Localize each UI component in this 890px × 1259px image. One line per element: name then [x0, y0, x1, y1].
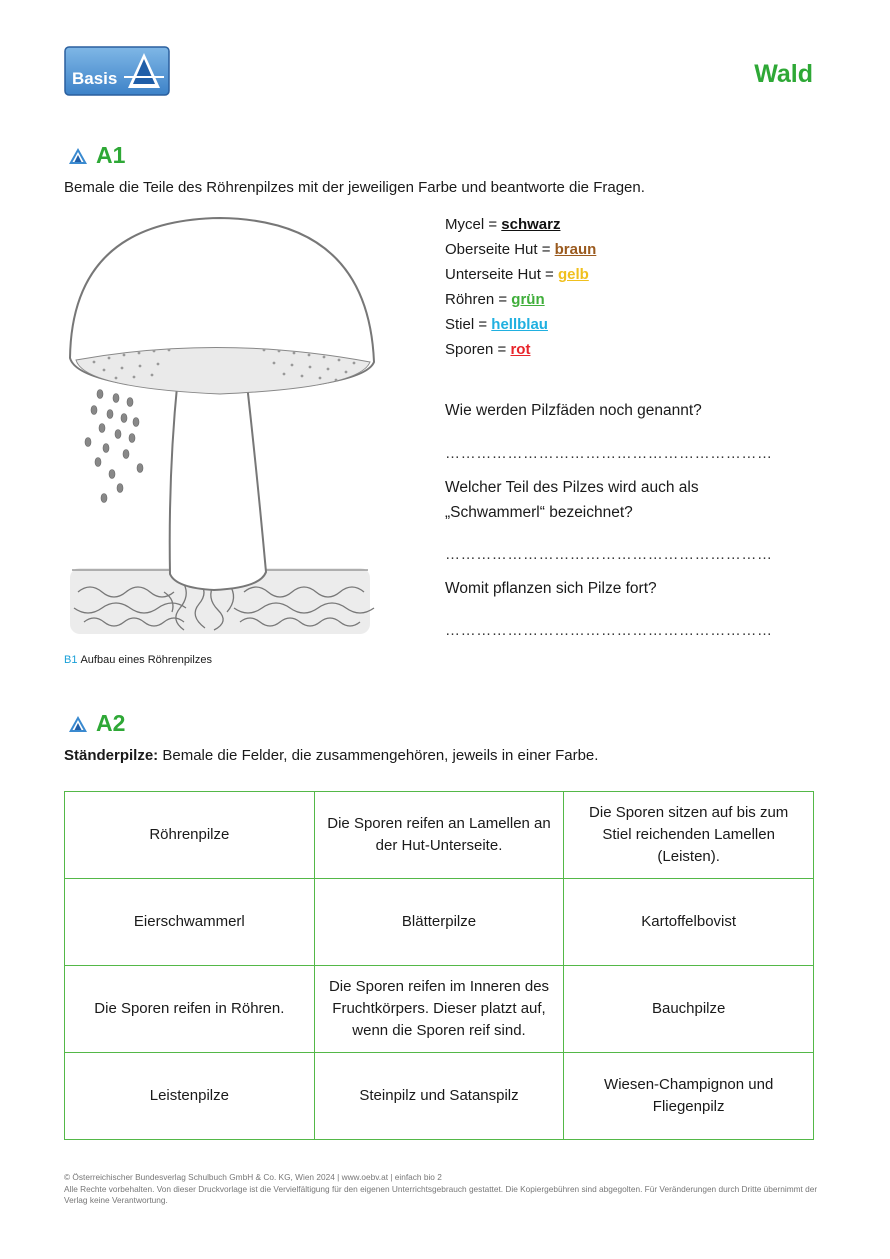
table-cell[interactable]: Leistenpilze — [65, 1053, 315, 1140]
table-cell[interactable]: Die Sporen sitzen auf bis zum Stiel reichenden Lamellen (Leisten). — [564, 792, 814, 879]
table-cell[interactable]: Die Sporen reifen in Röhren. — [65, 966, 315, 1053]
table-cell[interactable]: Eierschwammerl — [65, 879, 315, 966]
answer-line-3[interactable]: ……………………………………………………… — [445, 622, 773, 639]
color-item-sporen: Sporen = rot — [445, 341, 531, 358]
color-item-hut-oberseite: Oberseite Hut = braun — [445, 241, 597, 258]
answer-line-1[interactable]: ……………………………………………………… — [445, 445, 773, 462]
color-word-gruen: grün — [511, 291, 545, 308]
table-row — [65, 792, 814, 879]
table-cell[interactable]: Blätterpilze — [314, 879, 564, 966]
figure-caption-text: Aufbau eines Röhrenpilzes — [80, 654, 212, 666]
color-word-hellblau: hellblau — [491, 316, 548, 333]
task-a1-instruction: Bemale die Teile des Röhrenpilzes mit der jeweiligen Farbe und beantworte die Fragen. — [64, 179, 645, 196]
table-cell[interactable]: Bauchpilze — [564, 966, 814, 1053]
table-row — [65, 1053, 814, 1140]
color-item-stiel: Stiel = hellblau — [445, 316, 548, 333]
table-cell[interactable]: Wiesen-Champignon und Fliegenpilz — [564, 1053, 814, 1140]
table-cell[interactable]: Kartoffelbovist — [564, 879, 814, 966]
table-cell[interactable]: Die Sporen reifen im Inneren des Fruchtkörpers. Dieser platzt auf, wenn die Sporen reif sind. — [314, 966, 564, 1053]
footer-rights: Alle Rechte vorbehalten. Von dieser Druckvorlage ist die Vervielfältigung für den eigenen Unterrichtsgebrauch gestattet. Die Kopiergebühren sind abgegolten. Für Veränderungen durch Dritte übernimmt der Verlag keine Verantwortung. — [64, 1183, 818, 1205]
color-item-mycel: Mycel = schwarz — [445, 216, 561, 233]
table-cell[interactable]: Steinpilz und Satanspilz — [314, 1053, 564, 1140]
task-a1-heading — [68, 142, 125, 169]
color-item-hut-unterseite: Unterseite Hut = gelb — [445, 266, 589, 283]
figure-caption — [64, 654, 212, 666]
footer — [64, 1172, 834, 1207]
task-a2-heading — [68, 710, 125, 737]
basis-logo — [64, 46, 170, 96]
color-word-gelb: gelb — [557, 266, 589, 283]
level-triangle-icon — [68, 147, 88, 165]
table-cell[interactable]: Die Sporen reifen an Lamellen an der Hut-Unterseite. — [314, 792, 564, 879]
color-item-roehren: Röhren = grün — [445, 291, 545, 308]
color-word-braun: braun — [554, 241, 597, 258]
color-list — [445, 212, 596, 362]
color-word-schwarz: schwarz — [501, 216, 561, 233]
task-a2-label: A2 — [96, 710, 126, 736]
task-a1-label: A1 — [96, 142, 126, 168]
matching-table — [64, 791, 814, 1140]
spores — [85, 390, 143, 503]
task-a2-instruction: Ständerpilze: Bemale die Felder, die zusammengehören, jeweils in einer Farbe. — [64, 747, 599, 764]
question-3: Womit pflanzen sich Pilze fort? — [445, 580, 657, 597]
svg-text:Basis: Basis — [72, 69, 118, 88]
answer-line-2[interactable]: ……………………………………………………… — [445, 546, 773, 563]
mushroom-illustration — [64, 212, 376, 642]
question-1: Wie werden Pilzfäden noch genannt? — [445, 402, 702, 419]
table-cell[interactable]: Röhrenpilze — [65, 792, 315, 879]
level-triangle-icon — [68, 715, 88, 733]
table-row — [65, 966, 814, 1053]
topic-title: Wald — [754, 60, 813, 88]
question-2: Welcher Teil des Pilzes wird auch als „Schwammerl“ bezeichnet? — [445, 479, 699, 521]
figure-caption-number: B1 — [64, 654, 78, 666]
color-word-rot: rot — [510, 341, 531, 358]
table-row — [65, 879, 814, 966]
footer-copyright: © Österreichischer Bundesverlag Schulbuch GmbH & Co. KG, Wien 2024 | www.oebv.at | einfach bio 2 — [64, 1172, 442, 1182]
